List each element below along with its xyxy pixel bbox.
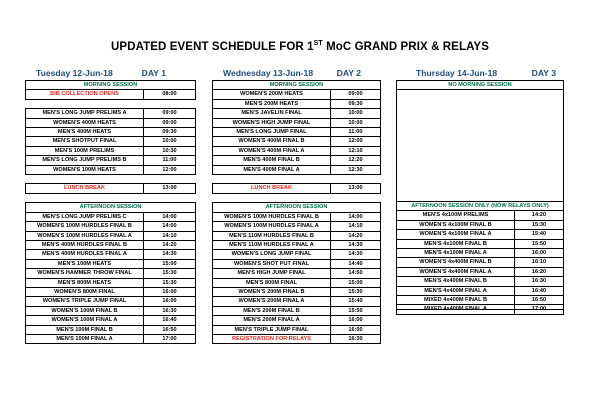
table-row: [26, 128, 196, 137]
event-time: 10:00: [144, 137, 196, 146]
table-row: [26, 81, 196, 90]
table-row: [26, 222, 196, 231]
page-title: [0, 40, 600, 53]
event-name: MIXED 4x400M FINAL A: [397, 305, 515, 314]
day2-header: [217, 66, 367, 80]
title-rest: MoC GRAND PRIX & RELAYS: [322, 41, 489, 53]
event-time: 15:30: [144, 278, 196, 287]
table-row: [213, 278, 381, 287]
spacer-row: [213, 193, 381, 202]
event-time: 13:00: [144, 184, 196, 193]
table-row: [26, 99, 196, 108]
event-name: MEN'S JAVELIN FINAL: [213, 109, 331, 118]
table-row: [213, 128, 381, 137]
day3-schedule: [396, 80, 564, 313]
day1-table: [25, 80, 196, 344]
table-row: [26, 278, 196, 287]
table-row: [26, 184, 196, 193]
table-row: [26, 193, 196, 202]
event-name: WOMEN'S 100M HURDLES FINAL A: [213, 222, 331, 231]
event-time: 15:00: [144, 259, 196, 268]
table-row: [26, 156, 196, 165]
event-time: 14:20: [331, 231, 381, 240]
event-time: 14:30: [331, 250, 381, 259]
no-morning-session: NO MORNING SESSION: [397, 81, 563, 90]
event-name: WOMEN'S 200M FINAL B: [213, 287, 331, 296]
event-time: 12:00: [144, 165, 196, 174]
event-name: MEN'S 400M HURDLES FINAL A: [26, 250, 144, 259]
event-name: WOMEN'S 100M HEATS: [26, 165, 144, 174]
table-row: [213, 334, 381, 343]
event-time: 16:50: [144, 325, 196, 334]
day2-table: [212, 80, 381, 344]
event-name: MIXED 4x400M FINAL B: [397, 296, 515, 305]
event-name: MEN'S 110M HURDLES FINAL B: [213, 231, 331, 240]
table-row: [26, 212, 196, 221]
table-row: [213, 306, 381, 315]
event-time: 16:00: [144, 287, 196, 296]
event-time: 14:00: [331, 212, 381, 221]
event-time: 08:00: [144, 90, 196, 99]
table-row: [26, 90, 196, 99]
table-row: [213, 118, 381, 127]
event-name: WOMEN'S 100M FINAL A: [26, 316, 144, 325]
title-main: UPDATED EVENT SCHEDULE FOR 1: [111, 41, 314, 53]
event-name: WOMEN'S 800M FINAL: [26, 287, 144, 296]
table-row: [26, 146, 196, 155]
table-row: [26, 316, 196, 325]
event-time: 14:00: [144, 212, 196, 221]
event-name: MEN'S 110M HURDLES FINAL A: [213, 240, 331, 249]
day3-label: DAY 3: [531, 68, 556, 78]
table-row: [397, 249, 564, 258]
table-row: [397, 239, 564, 248]
event-name: WOMEN'S LONG JUMP FINAL: [213, 250, 331, 259]
event-time: 16:00: [331, 316, 381, 325]
event-name: MEN'S LONG JUMP PRELIMS A: [26, 109, 144, 118]
table-row: [213, 165, 381, 174]
table-row: [26, 334, 196, 343]
event-time: 17:00: [144, 334, 196, 343]
event-name: MEN'S 4x100M FINAL A: [397, 249, 515, 258]
event-time: 10:00: [331, 109, 381, 118]
table-row: [213, 297, 381, 306]
table-row: [213, 316, 381, 325]
event-name: WOMEN'S 200M HEATS: [213, 90, 331, 99]
table-row: [397, 267, 564, 276]
event-time: 14:30: [331, 240, 381, 249]
table-row: [397, 220, 564, 229]
table-row: [26, 118, 196, 127]
event-name: MEN'S SHOTPUT FINAL: [26, 137, 144, 146]
session-header: MORNING SESSION: [26, 81, 196, 90]
table-row: [397, 296, 564, 305]
event-time: 15:50: [515, 239, 564, 248]
event-time: 15:30: [515, 220, 564, 229]
event-name: MEN'S 100M PRELIMS: [26, 146, 144, 155]
table-row: [26, 165, 196, 174]
event-name: MEN'S 4x100M PRELIMS: [397, 211, 515, 220]
event-time: 09:30: [144, 128, 196, 137]
event-name: WOMEN'S SHOT PUT FINAL: [213, 259, 331, 268]
table-row: [213, 203, 381, 212]
event-name: WOMEN'S 4x100M FINAL A: [397, 230, 515, 239]
table-row: [397, 277, 564, 286]
table-row: [26, 231, 196, 240]
event-name: MEN'S 800M FINAL: [213, 278, 331, 287]
day1-date: Tuesday 12-Jun-18: [36, 68, 113, 78]
event-time: 12:10: [331, 146, 381, 155]
event-name: MEN'S 200M HEATS: [213, 99, 331, 108]
table-row: [397, 258, 564, 267]
event-name: MEN'S 100M FINAL B: [26, 325, 144, 334]
day2-label: DAY 2: [336, 68, 361, 78]
table-row: [26, 250, 196, 259]
event-time: 12:20: [331, 156, 381, 165]
event-name: WOMEN'S TRIPLE JUMP FINAL: [26, 297, 144, 306]
title-sup: ST: [313, 40, 323, 47]
day1-header: [30, 66, 172, 80]
table-row: [397, 305, 564, 314]
day3-header: [410, 66, 562, 80]
table-row: [213, 212, 381, 221]
table-row: [397, 286, 564, 295]
day2-schedule: [212, 80, 381, 344]
session-header: AFTERNOON SESSION ONLY (NOW RELAYS ONLY): [397, 202, 564, 211]
table-row: [213, 109, 381, 118]
event-name: WOMEN'S 4x100M FINAL B: [397, 220, 515, 229]
table-row: [213, 146, 381, 155]
event-time: 16:00: [515, 249, 564, 258]
event-name: MEN'S 4x400M FINAL B: [397, 277, 515, 286]
spacer-row: [26, 193, 196, 202]
event-time: 16:40: [515, 286, 564, 295]
event-time: 16:30: [331, 334, 381, 343]
event-time: 11:00: [331, 128, 381, 137]
day3-date: Thursday 14-Jun-18: [416, 68, 498, 78]
event-name: MEN'S 100M FINAL A: [26, 334, 144, 343]
event-time: 16:00: [331, 325, 381, 334]
table-row: [213, 81, 381, 90]
table-row: [26, 269, 196, 278]
day1-schedule: [25, 80, 196, 344]
session-header: AFTERNOON SESSION: [213, 203, 381, 212]
table-row: [213, 269, 381, 278]
event-name: WOMEN'S 100M FINAL B: [26, 306, 144, 315]
event-name: WOMEN'S 100M HURDLES FINAL A: [26, 231, 144, 240]
table-row: [213, 325, 381, 334]
event-name: BIB COLLECTION OPENS: [26, 90, 144, 99]
event-time: 15:40: [515, 230, 564, 239]
table-row: [26, 240, 196, 249]
event-name: LUNCH BREAK: [26, 184, 144, 193]
table-row: [26, 259, 196, 268]
table-row: [397, 230, 564, 239]
event-name: WOMEN'S HIGH JUMP FINAL: [213, 118, 331, 127]
table-row: [213, 193, 381, 202]
event-name: MEN'S LONG JUMP PRELIMS C: [26, 212, 144, 221]
event-time: 16:30: [515, 277, 564, 286]
event-time: 14:20: [515, 211, 564, 220]
event-time: 14:50: [331, 269, 381, 278]
event-time: 14:40: [331, 259, 381, 268]
event-time: 15:30: [331, 287, 381, 296]
event-name: MEN'S 800M HEATS: [26, 278, 144, 287]
table-row: [26, 325, 196, 334]
table-row: [26, 203, 196, 212]
event-name: MEN'S TRIPLE JUMP FINAL: [213, 325, 331, 334]
table-row: [26, 306, 196, 315]
event-time: 16:40: [144, 316, 196, 325]
day1-label: DAY 1: [141, 68, 166, 78]
event-name: MEN'S 400M HURDLES FINAL B: [26, 240, 144, 249]
event-time: 15:30: [144, 269, 196, 278]
table-row: [397, 211, 564, 220]
day3-table: [396, 201, 564, 315]
day2-date: Wednesday 13-Jun-18: [223, 68, 314, 78]
event-time: 15:40: [331, 297, 381, 306]
table-row: [26, 109, 196, 118]
event-name: WOMEN'S 100M HURDLES FINAL B: [213, 212, 331, 221]
event-time: 09:00: [144, 118, 196, 127]
event-name: MEN'S 400M HEATS: [26, 128, 144, 137]
table-row: [213, 287, 381, 296]
event-name: MEN'S HIGH JUMP FINAL: [213, 269, 331, 278]
table-row: [213, 240, 381, 249]
table-row: [26, 297, 196, 306]
table-row: [26, 287, 196, 296]
event-name: MEN'S 100M HEATS: [26, 259, 144, 268]
event-time: 10:30: [144, 146, 196, 155]
event-name: WOMEN'S 4x400M FINAL A: [397, 267, 515, 276]
event-time: 14:30: [144, 250, 196, 259]
event-time: 14:20: [144, 240, 196, 249]
event-name: WOMEN'S 4x400M FINAL B: [397, 258, 515, 267]
event-time: 14:10: [331, 222, 381, 231]
event-time: 16:30: [144, 306, 196, 315]
event-time: 15:00: [331, 278, 381, 287]
event-name: MEN'S LONG JUMP FINAL: [213, 128, 331, 137]
table-row: [213, 250, 381, 259]
event-name: WOMEN'S 200M FINAL A: [213, 297, 331, 306]
event-time: 12:00: [331, 137, 381, 146]
table-row: [26, 137, 196, 146]
event-name: MEN'S 200M FINAL B: [213, 306, 331, 315]
event-time: 17:00: [515, 305, 564, 314]
event-time: 14:00: [144, 222, 196, 231]
event-name: MEN'S 4x400M FINAL A: [397, 286, 515, 295]
event-time: 11:00: [144, 156, 196, 165]
session-header: MORNING SESSION: [213, 81, 381, 90]
event-name: MEN'S 400M FINAL A: [213, 165, 331, 174]
table-row: [26, 175, 196, 184]
event-time: 16:00: [144, 297, 196, 306]
session-header: AFTERNOON SESSION: [26, 203, 196, 212]
event-time: 16:50: [515, 296, 564, 305]
event-name: REGISTRATION FOR RELAYS: [213, 334, 331, 343]
event-name: WOMEN'S HAMMER THROW FINAL: [26, 269, 144, 278]
table-row: [213, 90, 381, 99]
table-row: [213, 99, 381, 108]
event-name: MEN'S 200M FINAL A: [213, 316, 331, 325]
table-row: [213, 156, 381, 165]
table-row: [213, 175, 381, 184]
event-time: 10:00: [331, 118, 381, 127]
event-time: 14:10: [144, 231, 196, 240]
event-time: 09:00: [331, 90, 381, 99]
table-row: [213, 259, 381, 268]
table-row: [213, 222, 381, 231]
spacer-row: [26, 175, 196, 184]
event-name: WOMEN'S 400M FINAL A: [213, 146, 331, 155]
table-row: [213, 231, 381, 240]
event-time: 12:30: [331, 165, 381, 174]
table-row: [397, 202, 564, 211]
event-time: 16:20: [515, 267, 564, 276]
event-name: WOMEN'S 400M HEATS: [26, 118, 144, 127]
table-row: [213, 137, 381, 146]
spacer-row: [213, 175, 381, 184]
event-name: WOMEN'S 400M FINAL B: [213, 137, 331, 146]
event-time: 13:00: [331, 184, 381, 193]
event-name: WOMEN'S 100M HURDLES FINAL B: [26, 222, 144, 231]
event-name: MEN'S 400M FINAL B: [213, 156, 331, 165]
event-time: 09:30: [331, 99, 381, 108]
spacer-row: [26, 99, 196, 108]
event-time: 09:00: [144, 109, 196, 118]
table-row: [213, 184, 381, 193]
event-name: MEN'S LONG JUMP PRELIMS B: [26, 156, 144, 165]
event-name: LUNCH BREAK: [213, 184, 331, 193]
event-time: 16:10: [515, 258, 564, 267]
event-name: MEN'S 4x100M FINAL B: [397, 239, 515, 248]
event-time: 15:50: [331, 306, 381, 315]
